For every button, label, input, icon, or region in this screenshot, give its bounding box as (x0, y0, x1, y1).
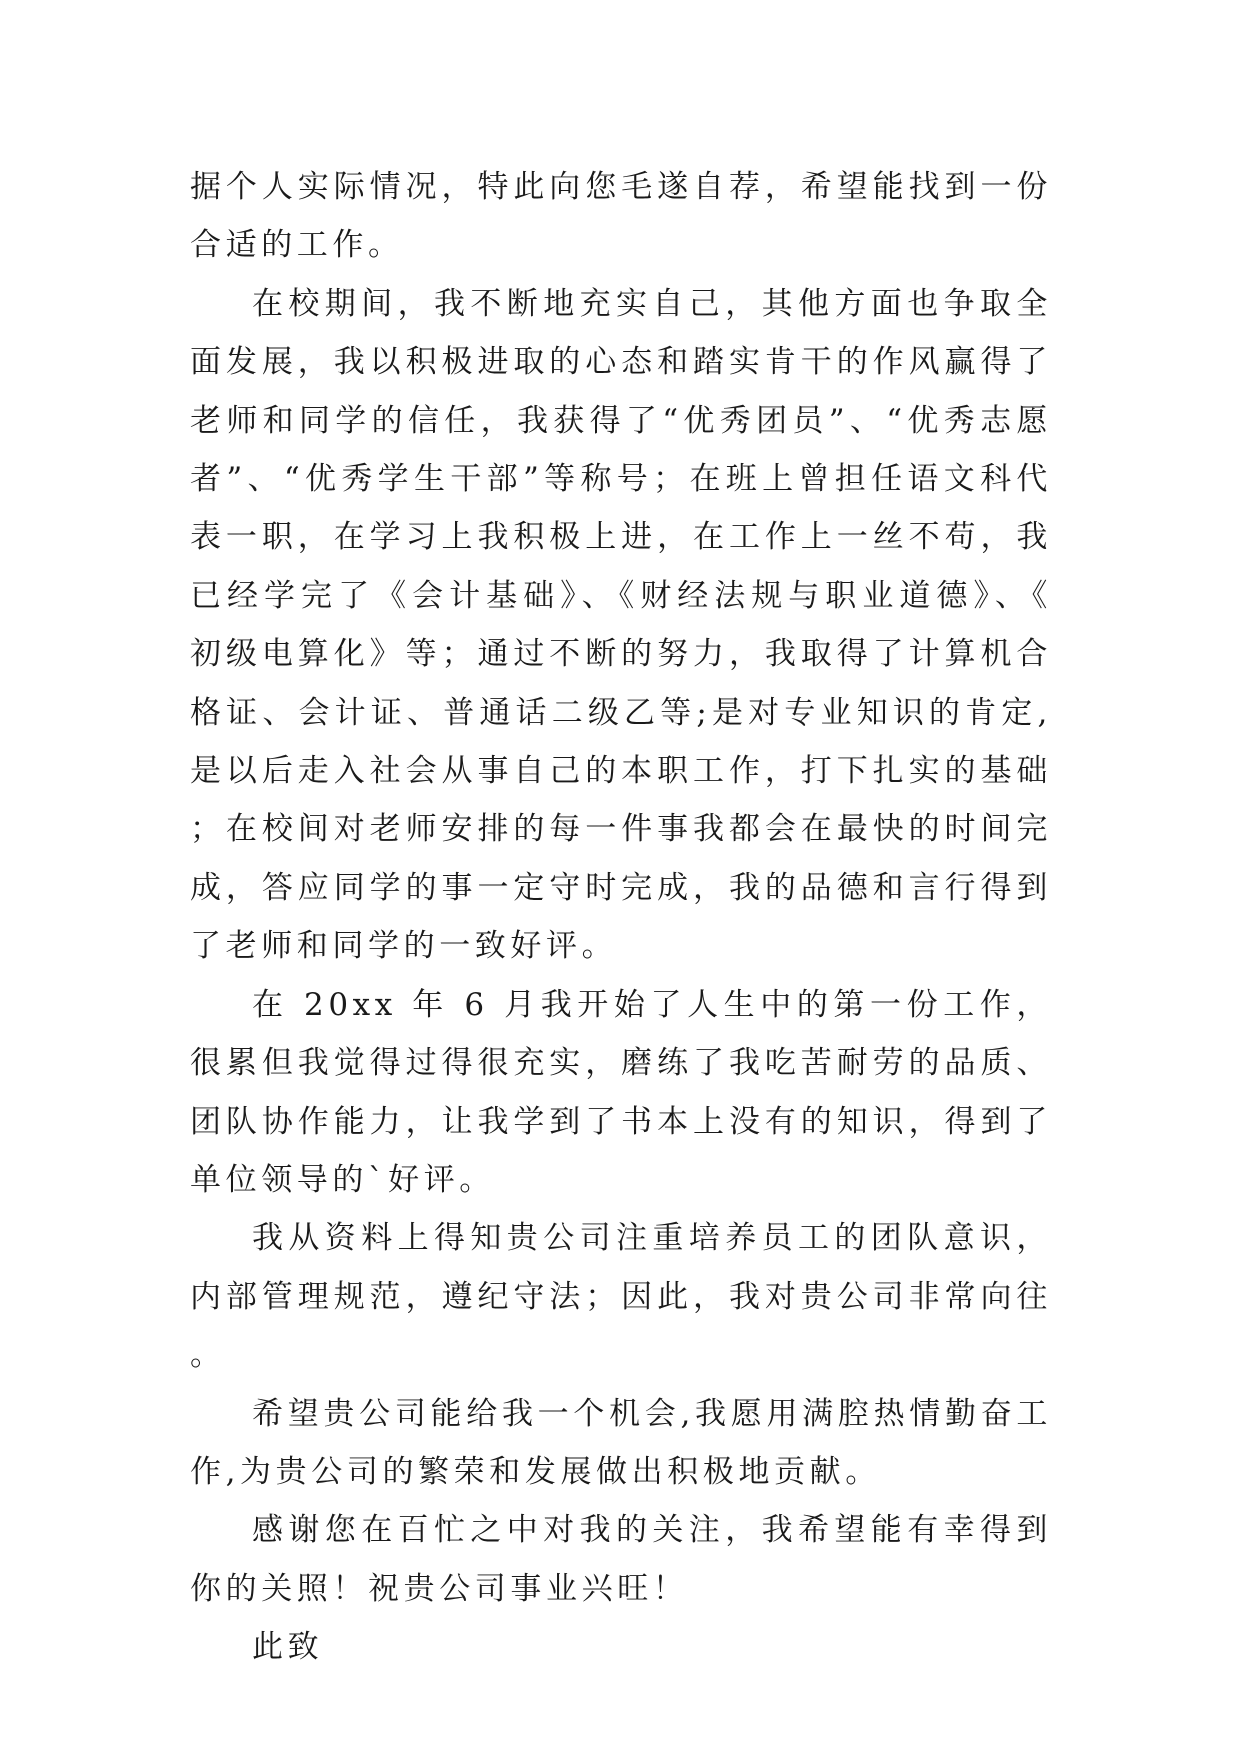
paragraph-continuation: 据个人实际情况，特此向您毛遂自荐，希望能找到一份合适的工作。 (190, 169, 1052, 264)
paragraph-company-interest: 我从资料上得知贵公司注重培养员工的团队意识，内部管理规范，遵纪守法；因此，我对贵公司非常向往。 (190, 1220, 1052, 1374)
paragraph-hope: 希望贵公司能给我一个机会,我愿用满腔热情勤奋工作,为贵公司的繁荣和发展做出积极地贡献。 (190, 1395, 1052, 1490)
letter-body (190, 158, 1052, 1677)
paragraph-work-experience: 在 20xx 年 6 月我开始了人生中的第一份工作，很累但我觉得过得很充实，磨练了我吃苦耐劳的品质、团队协作能力，让我学到了书本上没有的知识，得到了单位领导的`好评。 (190, 986, 1052, 1198)
closing-salutation: 此致 (252, 1629, 324, 1666)
paragraph-school-achievements: 在校期间，我不断地充实自己，其他方面也争取全面发展，我以积极进取的心态和踏实肯干的作风赢得了老师和同学的信任，我获得了“优秀团员”、“优秀志愿者”、“优秀学生干部”等称号；在班上曾担任语文科代表一职，在学习上我积极上进，在工作上一丝不苟，我已经学完了《会计基础》、《财经法规与职业道德》、《初级电算化》等；通过不断的努力，我取得了计算机合格证、会计证、普通话二级乙等;是对专业知识的肯定,是以后走入社会从事自己的本职工作，打下扎实的基础；在校间对老师安排的每一件事我都会在最快的时间完成，答应同学的事一定守时完成，我的品德和言行得到了老师和同学的一致好评。 (190, 285, 1052, 965)
paragraph-thanks: 感谢您在百忙之中对我的关注，我希望能有幸得到你的关照！祝贵公司事业兴旺！ (190, 1512, 1052, 1607)
